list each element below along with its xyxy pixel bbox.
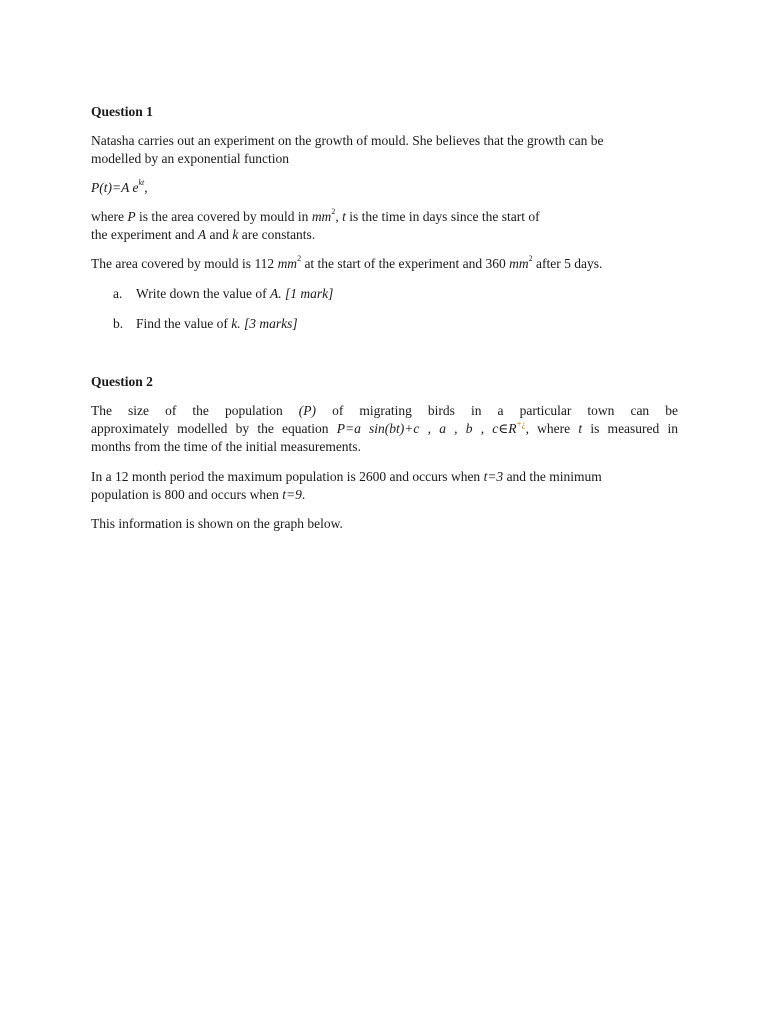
q2-var-t: t xyxy=(578,421,583,436)
area-text-1: The area covered by mould is xyxy=(91,256,255,271)
q2-t-equals-9: t=9 xyxy=(282,487,302,502)
area-unit-mm-2: mm xyxy=(509,256,529,271)
unit-mm: mm xyxy=(311,209,332,224)
q2-para2-text-b: and the minimum xyxy=(503,469,602,484)
where-text-5: the experiment and xyxy=(91,227,198,242)
q1-where xyxy=(91,208,678,244)
q2-t-equals-3: t=3 xyxy=(483,469,504,484)
formula-comma: , xyxy=(144,180,148,195)
where-text-4: is the time in days since the start of xyxy=(345,209,540,224)
part-a-var: A xyxy=(270,286,279,301)
q2-line-3: months from the time of the initial measurements. xyxy=(91,439,361,454)
q2-line-2 xyxy=(91,420,678,438)
question-2-heading: Question 2 xyxy=(91,374,153,389)
question-1-heading: Question 1 xyxy=(91,104,153,119)
q1-part-a xyxy=(91,285,678,303)
q1-intro-line1: Natasha carries out an experiment on the growth of mould. She believes that the growth can be xyxy=(91,133,604,148)
part-a-text: Write down the value of xyxy=(136,286,271,301)
where-text-3: , xyxy=(335,209,343,224)
q2-var-P: (P) xyxy=(298,403,317,418)
q2-line-1 xyxy=(91,402,678,420)
q1-parts-list xyxy=(91,285,678,333)
var-k: k xyxy=(232,227,239,242)
document-page xyxy=(91,103,678,533)
formula-main: P(t)=A e xyxy=(91,180,139,195)
part-a-marks: . [1 mark] xyxy=(278,286,334,301)
formula-exponent: kt xyxy=(138,178,145,187)
where-text-6: and xyxy=(206,227,233,242)
part-b-var: k xyxy=(231,316,238,331)
part-b-marks: . [3 marks] xyxy=(237,316,298,331)
q2-closing: This information is shown on the graph below. xyxy=(91,516,343,531)
q2-para2-text-c: population is 800 and occurs when xyxy=(91,487,283,502)
q2-line1-text-b: of migrating birds in a particular town can be xyxy=(332,403,678,418)
q1-intro-line2: modelled by an exponential function xyxy=(91,151,289,166)
q2-line2-text-b: , where xyxy=(525,421,579,436)
area-unit-square-2: 2 xyxy=(528,254,533,263)
q2-equation: P=a sin(bt)+c , a , b , c∈R xyxy=(336,421,517,436)
q2-para2-text-a: In a 12 month period the maximum population is 2600 and occurs when xyxy=(91,469,484,484)
q2-line1-text-a: The size of the population xyxy=(91,403,283,418)
q1-area xyxy=(91,255,678,273)
q2-equation-mark: +¿ xyxy=(516,419,526,429)
q2-para-2 xyxy=(91,468,678,504)
var-P: P xyxy=(127,209,136,224)
part-b-text: Find the value of xyxy=(136,316,232,331)
where-text-2: is the area covered by mould in xyxy=(135,209,312,224)
part-a-label: a. xyxy=(113,286,123,301)
where-text-7: are constants. xyxy=(238,227,316,242)
area-value-112: 112 xyxy=(254,256,278,271)
part-b-label: b. xyxy=(113,316,124,331)
area-unit-square-1: 2 xyxy=(297,254,302,263)
q1-part-b xyxy=(91,315,678,333)
area-text-3: after 5 days. xyxy=(532,256,603,271)
area-unit-mm-1: mm xyxy=(277,256,298,271)
q1-formula xyxy=(91,179,678,197)
var-t: t xyxy=(342,209,346,224)
where-text-1: where xyxy=(91,209,128,224)
q1-intro xyxy=(91,132,678,168)
area-value-360: 360 xyxy=(485,256,510,271)
unit-square: 2 xyxy=(331,207,336,216)
var-A: A xyxy=(197,227,207,242)
q2-intro xyxy=(91,402,678,456)
q2-line2-text-c: is measured in xyxy=(582,421,678,436)
q2-line2-text-a: approximately modelled by the equation xyxy=(91,421,337,436)
q2-para2-text-d: . xyxy=(301,487,306,502)
area-text-2: at the start of the experiment and xyxy=(301,256,486,271)
